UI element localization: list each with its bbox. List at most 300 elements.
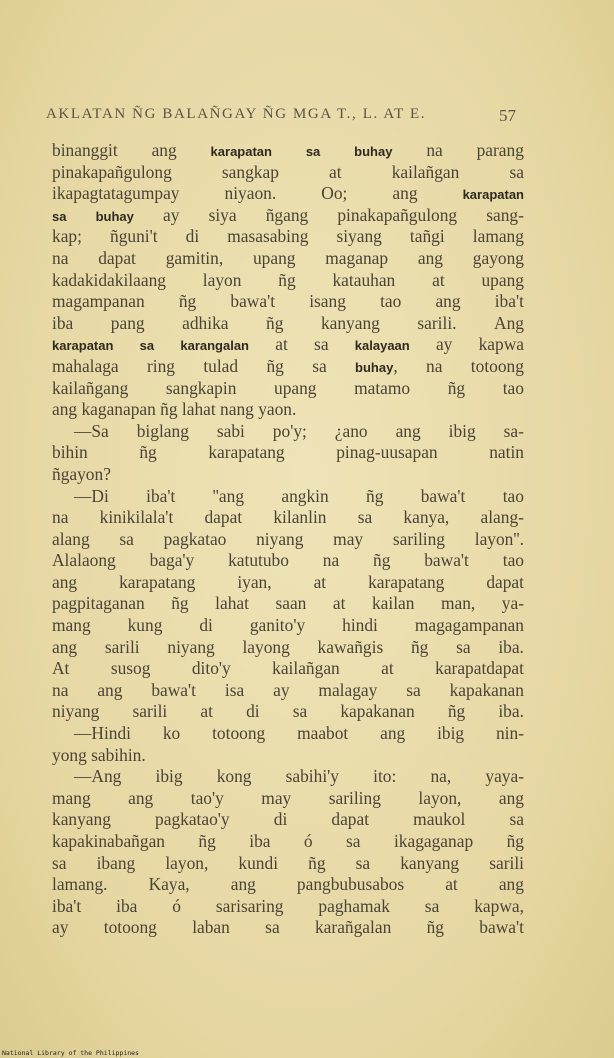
text-run: —Sa	[74, 420, 109, 441]
word	[424, 550, 469, 572]
text-run: ó	[303, 831, 313, 851]
text-line	[52, 745, 524, 767]
text-run: nin-	[495, 723, 524, 744]
text-run: at	[445, 874, 458, 895]
text-run: ñg	[178, 291, 197, 312]
text-run: tulad	[203, 355, 239, 376]
word	[250, 615, 305, 637]
text-run: kapakanan	[340, 701, 415, 722]
text-run: ang	[498, 787, 524, 808]
word	[52, 637, 77, 659]
text-run: sariling	[328, 787, 381, 808]
word	[199, 615, 213, 637]
word	[191, 788, 224, 810]
text-run: pagkatao'y	[155, 809, 230, 830]
word	[111, 658, 151, 680]
word	[213, 486, 244, 508]
text-run: ''ang	[212, 485, 245, 506]
word	[355, 334, 410, 356]
word	[209, 205, 237, 227]
text-run: sa	[509, 161, 524, 182]
word	[486, 205, 524, 227]
text-run: kapwa,	[474, 895, 524, 916]
word	[406, 680, 421, 702]
word	[373, 766, 396, 788]
text-run: layon	[202, 269, 242, 290]
text-line	[52, 766, 524, 788]
text-run: paghamak	[318, 895, 390, 916]
word	[237, 572, 271, 594]
word	[354, 378, 410, 400]
word	[150, 550, 195, 572]
word	[198, 831, 215, 853]
word	[203, 356, 238, 378]
word	[192, 658, 231, 680]
text-run: —Di	[74, 485, 109, 506]
word	[318, 896, 389, 918]
text-run: ñg	[139, 442, 157, 463]
text-run: kanyang	[320, 312, 380, 333]
word	[366, 486, 383, 508]
bold-term: sa	[52, 208, 67, 224]
word	[392, 162, 460, 184]
word	[171, 593, 188, 615]
word	[273, 680, 289, 702]
text-run: ganito'y	[249, 615, 306, 636]
text-line	[52, 421, 524, 443]
text-run: katauhan	[332, 269, 396, 290]
word	[52, 917, 68, 939]
text-run: maukol	[413, 809, 466, 830]
text-run: ñg	[171, 593, 189, 614]
text-run: adhika	[182, 312, 229, 333]
word	[137, 421, 189, 443]
word	[318, 680, 377, 702]
word	[97, 680, 122, 702]
text-run: at	[275, 334, 288, 355]
word	[266, 313, 283, 335]
text-run: iba't	[52, 895, 82, 916]
word	[297, 874, 404, 896]
text-run: natin	[489, 442, 524, 463]
text-run: mang	[52, 787, 91, 808]
text-run: sa	[357, 507, 373, 528]
word	[116, 896, 137, 918]
word	[368, 572, 444, 594]
text-run: siyang	[336, 226, 382, 247]
text-run: at	[381, 658, 394, 679]
text-run: ang	[395, 420, 421, 441]
word	[249, 831, 270, 853]
word	[342, 615, 378, 637]
word	[242, 637, 289, 659]
text-run: at	[329, 161, 342, 182]
text-run: matamo	[354, 377, 411, 398]
word	[132, 701, 167, 723]
word	[473, 226, 524, 248]
text-run: ñg	[266, 355, 284, 376]
text-run: totoong	[470, 355, 524, 376]
text-run: ibang	[96, 852, 136, 873]
text-run: pinakapañgulong	[52, 161, 172, 182]
bold-term: buhay	[95, 208, 134, 224]
word	[52, 529, 90, 551]
text-run: dito'y	[191, 658, 231, 679]
word	[228, 550, 289, 572]
text-run: karapatang	[208, 442, 285, 463]
word	[155, 809, 230, 831]
text-run: siya	[208, 204, 237, 225]
word	[52, 874, 108, 896]
text-line	[52, 162, 524, 184]
text-run: alang-	[480, 507, 524, 528]
word	[119, 529, 134, 551]
text-run: sa	[406, 679, 421, 700]
word	[340, 701, 414, 723]
text-run: iba.	[498, 701, 524, 722]
text-run: sang-	[486, 204, 524, 225]
word	[281, 486, 328, 508]
text-run: di	[246, 701, 260, 722]
text-run: totoong	[212, 723, 266, 744]
word	[167, 637, 214, 659]
text-line	[52, 226, 524, 248]
word	[450, 680, 524, 702]
text-run: di	[199, 615, 213, 636]
word	[273, 421, 307, 443]
word	[52, 291, 145, 313]
word	[52, 356, 119, 378]
text-run: sa	[292, 701, 308, 722]
text-run: ang	[128, 787, 154, 808]
text-line	[52, 896, 524, 918]
word	[256, 529, 303, 551]
word	[146, 486, 175, 508]
text-run: kanyang	[52, 809, 111, 830]
text-run: layong	[242, 636, 290, 657]
word	[52, 809, 111, 831]
word	[435, 658, 524, 680]
text-run: dapat	[486, 571, 524, 592]
text-run: ang	[52, 571, 78, 592]
text-run: at	[332, 593, 346, 614]
word	[297, 723, 348, 745]
text-run: tañgi	[409, 226, 445, 247]
word	[128, 788, 153, 810]
text-run: ay	[52, 917, 69, 938]
word	[394, 831, 473, 853]
text-run: mang	[52, 615, 91, 636]
text-run: na	[52, 679, 69, 700]
word	[329, 788, 381, 810]
word	[52, 831, 165, 853]
text-run: katutubo	[228, 550, 289, 571]
word	[74, 723, 131, 745]
text-run: karapatdapat	[435, 658, 524, 679]
word	[222, 162, 279, 184]
text-run: upang	[274, 377, 317, 398]
word	[192, 917, 230, 939]
word	[215, 593, 249, 615]
bold-term: kalayaan	[354, 338, 410, 354]
text-run: ibig	[437, 723, 465, 744]
text-run: iba't	[494, 291, 524, 312]
word	[97, 853, 136, 875]
word	[485, 766, 524, 788]
text-run: may	[333, 528, 364, 549]
text-line	[52, 140, 524, 162]
text-run: niyang	[256, 528, 304, 549]
word	[74, 486, 109, 508]
word	[52, 572, 77, 594]
text-run: maabot	[297, 723, 349, 744]
text-run: isa	[224, 679, 245, 700]
text-run: iba	[249, 831, 271, 851]
text-run: pinag-uusapan	[336, 442, 438, 463]
word	[246, 701, 260, 723]
word	[52, 183, 179, 205]
text-run: hindi	[342, 615, 378, 636]
word	[119, 572, 195, 594]
text-line	[52, 831, 524, 853]
text-run: ay	[273, 679, 290, 700]
word	[238, 853, 278, 875]
word	[503, 550, 524, 572]
text-line	[52, 680, 524, 702]
word	[496, 723, 524, 745]
text-run: —Hindi	[74, 723, 132, 744]
word	[418, 788, 461, 810]
word	[266, 205, 309, 227]
word	[499, 788, 524, 810]
text-run: kanya,	[403, 507, 450, 528]
word	[400, 853, 459, 875]
text-run: totoong	[103, 917, 157, 938]
word	[410, 226, 445, 248]
text-run: binanggit	[52, 140, 118, 160]
text-run: sa	[509, 809, 524, 830]
word	[333, 593, 346, 615]
text-run: sarili	[132, 701, 168, 722]
text-run: kap;	[52, 226, 82, 247]
running-header	[46, 106, 516, 126]
word	[278, 270, 295, 292]
word	[480, 507, 523, 529]
word	[354, 140, 392, 162]
word	[315, 917, 391, 939]
text-run: kong	[216, 766, 252, 787]
text-line	[52, 486, 524, 508]
text-line	[52, 550, 524, 572]
text-line	[52, 313, 524, 335]
text-line	[52, 572, 524, 594]
text-run: karapatang	[368, 571, 445, 592]
text-line	[52, 615, 524, 637]
word	[164, 529, 227, 551]
word	[489, 853, 524, 875]
text-run: ikagaganap	[393, 831, 474, 851]
word	[489, 442, 524, 464]
text-run: ikapagtatagumpay	[52, 183, 180, 204]
word	[52, 248, 68, 270]
text-run: iyan,	[237, 571, 272, 592]
word	[274, 378, 317, 400]
text-run: sa	[119, 528, 134, 549]
word	[411, 637, 428, 659]
text-run: ñgayon?	[52, 463, 111, 484]
word	[441, 593, 475, 615]
text-run: angkin	[281, 485, 329, 506]
word	[293, 701, 308, 723]
word	[52, 378, 128, 400]
text-run: na	[52, 247, 69, 268]
word	[481, 270, 524, 292]
text-run: ito:	[373, 766, 397, 787]
word	[110, 226, 158, 248]
word	[52, 658, 69, 680]
word	[152, 140, 177, 162]
word	[321, 183, 347, 205]
word	[346, 831, 361, 853]
bold-term: sa	[139, 338, 155, 354]
text-run: bihin	[52, 442, 88, 463]
text-run: kailañgan	[391, 161, 460, 182]
text-run: ñg	[373, 550, 391, 571]
word	[471, 356, 524, 378]
bold-term: karapatan	[210, 144, 272, 159]
word	[403, 507, 449, 529]
text-run: maganap	[325, 247, 389, 268]
text-run: may	[261, 787, 292, 808]
word	[456, 637, 471, 659]
text-run: ang kaganapan ñg lahat nang yaon.	[52, 399, 297, 420]
word	[392, 183, 417, 205]
text-run: na	[322, 550, 340, 571]
text-run: pangbubusabos	[296, 874, 405, 895]
word	[100, 507, 174, 529]
word	[425, 896, 440, 918]
text-run: biglang	[136, 420, 189, 441]
text-run: yong sabihin.	[52, 744, 146, 765]
word	[331, 809, 369, 831]
word	[336, 442, 437, 464]
text-run: pagpitaganan	[52, 593, 145, 614]
word	[286, 766, 339, 788]
text-line	[52, 464, 524, 486]
word	[166, 378, 237, 400]
word	[426, 356, 442, 378]
word	[475, 529, 524, 551]
text-run: susog	[110, 658, 151, 679]
word	[52, 853, 67, 875]
text-line	[52, 378, 524, 400]
text-run: Alalaong	[52, 550, 116, 571]
word	[139, 442, 156, 464]
text-run: pagkatao	[163, 528, 227, 549]
text-run: kapakanan	[449, 679, 524, 700]
text-line	[52, 809, 524, 831]
text-run: ang	[52, 636, 78, 657]
text-run: laban	[192, 917, 230, 938]
text-line	[52, 248, 524, 270]
text-run: na	[426, 355, 443, 376]
text-line	[52, 270, 524, 292]
word	[225, 680, 244, 702]
text-run: ñg	[198, 831, 216, 851]
word	[74, 421, 109, 443]
word	[373, 550, 390, 572]
text-run: dapat	[331, 809, 370, 830]
word	[74, 766, 121, 788]
text-run: yaya-	[485, 766, 524, 787]
word	[477, 140, 524, 162]
text-run: sa	[456, 636, 471, 657]
text-run: ang	[392, 183, 418, 204]
text-run: bawa't	[151, 679, 196, 700]
word	[396, 421, 421, 443]
text-run: bawa't	[420, 485, 466, 506]
text-run: upang	[252, 247, 296, 268]
text-run: parang	[476, 140, 524, 160]
text-line	[52, 334, 524, 356]
text-run: Oo;	[321, 183, 348, 204]
bold-term: karapatan	[52, 338, 114, 354]
word	[52, 550, 116, 572]
text-run: —Ang	[74, 766, 122, 787]
text-run: ñg	[308, 852, 326, 873]
text-run: iba.	[498, 636, 524, 657]
word	[498, 637, 524, 659]
text-run: lamang	[472, 226, 524, 247]
text-run: di	[185, 226, 200, 247]
word	[265, 917, 280, 939]
word	[337, 205, 457, 227]
text-run: na	[52, 507, 69, 528]
text-line	[52, 701, 524, 723]
text-run: magagampanan	[414, 615, 524, 636]
word	[52, 313, 73, 335]
text-run: iba	[52, 312, 74, 333]
word	[435, 291, 460, 313]
word	[52, 507, 68, 529]
text-run: dapat	[98, 247, 136, 268]
word	[479, 334, 524, 356]
word	[393, 529, 445, 551]
word	[358, 507, 373, 529]
word	[507, 831, 524, 853]
text-run: at	[432, 269, 445, 290]
text-run: sangkapin	[165, 377, 237, 398]
text-run: malagay	[318, 679, 378, 700]
word	[140, 334, 154, 356]
text-line	[52, 205, 524, 227]
text-run: isang	[309, 291, 346, 312]
word	[253, 248, 296, 270]
text-line	[52, 442, 524, 464]
text-run: ibig	[448, 420, 476, 441]
word	[502, 593, 524, 615]
word	[413, 809, 465, 831]
text-run: ko	[162, 723, 181, 744]
word	[273, 507, 326, 529]
text-run: at	[200, 701, 213, 722]
word	[165, 853, 208, 875]
word	[417, 313, 456, 335]
word	[504, 421, 524, 443]
word	[227, 226, 308, 248]
text-run: baga'y	[149, 550, 195, 571]
word	[463, 183, 524, 205]
